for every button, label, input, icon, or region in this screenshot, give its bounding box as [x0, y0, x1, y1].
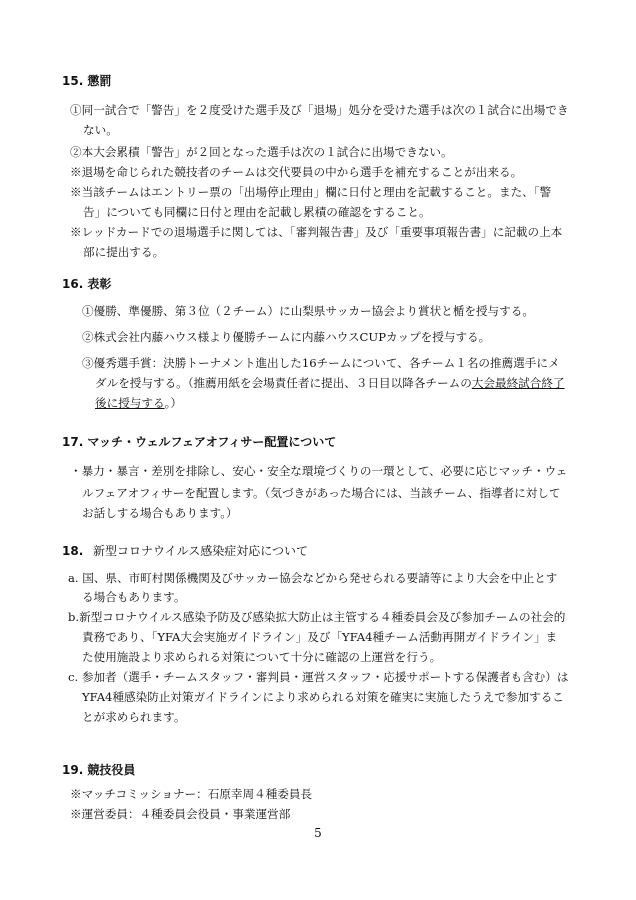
section-17-title: 17. マッチ・ウェルフェアオフィサー配置について	[62, 435, 337, 449]
section-17-line: ・暴力・暴言・差別を排除し、安心・安全な環境づくりの一環として、必要に応じマッチ・ウェ	[70, 464, 568, 478]
section-18-number: 18.	[62, 544, 84, 558]
section-19-line: ※マッチコミッショナー：石原幸周４種委員長	[70, 787, 313, 801]
section-15-title: 15. 懲罰	[62, 74, 112, 88]
section-16-line-award	[95, 375, 565, 391]
section-18-line: YFA4種感染防止対策ガイドラインにより求められる対策を確実に実施したうえで参加するこ	[82, 690, 564, 704]
section-15-line: 告」についても同欄に日付と理由を記載し累積の確認をすること。	[83, 205, 431, 219]
section-16-title: 16. 表彰	[62, 277, 112, 291]
section-15-line: ※退場を命じられた競技者のチームは交代要員の中から選手を補充することが出来る。	[70, 165, 523, 179]
section-18-line: る場合もあります。	[82, 590, 186, 604]
section-16-line-tail: 。）	[164, 396, 182, 410]
section-15-line: ②本大会累積「警告」が２回となった選手は次の１試合に出場できない。	[70, 145, 453, 159]
section-18-line: a. 国、県、市町村関係機関及びサッカー協会などから発せられる要請等により大会を中止とす	[68, 571, 558, 585]
section-16-line: ②株式会社内藤ハウス様より優勝チームに内藤ハウスCUPカップを授与する。	[82, 330, 491, 344]
section-17-line: ルフェアオフィサーを配置します。（気づきがあった場合には、当該チーム、指導者に対して	[82, 486, 561, 500]
underlined-text: 後に授与する	[95, 396, 165, 410]
section-18-line: c. 参加者（選手・チームスタッフ・審判員・運営スタッフ・応援サポートする保護者も含む）は	[68, 670, 569, 684]
section-15-line: 部に提出する。	[83, 245, 165, 259]
section-16-line: ③優秀選手賞：決勝トーナメント進出した16チームについて、各チーム１名の推薦選手にメ	[82, 356, 560, 370]
section-18-heading	[62, 543, 308, 559]
section-16-line-award-cont	[95, 395, 182, 411]
section-16-line-text: ダルを授与する。（推薦用紙を会場責任者に提出、３日目以降各チームの	[95, 376, 472, 390]
section-15-line: ない。	[83, 123, 118, 137]
underlined-text: 大会最終試合終了	[471, 376, 565, 390]
section-18-title: 新型コロナウイルス感染症対応について	[92, 544, 308, 558]
section-17-line: お話しする場合もあります。）	[82, 506, 238, 520]
section-16-line: ①優勝、準優勝、第３位（２チーム）に山梨県サッカー協会より賞状と楯を授与する。	[82, 304, 534, 318]
section-19-title: 19. 競技役員	[62, 763, 136, 777]
section-19-line: ※運営委員：４種委員会役員・事業運営部	[70, 807, 291, 821]
section-15-line: ※レッドカードでの退場選手に関しては、「審判報告書」及び「重要事項報告書」に記載の上本	[70, 225, 563, 239]
section-18-line: 責務であり、「YFA大会実施ガイドライン」及び「YFA4種チーム活動再開ガイドライン」ま	[82, 630, 558, 644]
section-18-line: た使用施設より求められる対策について十分に確認の上運営を行う。	[82, 650, 442, 664]
section-15-line: ①同一試合で「警告」を２度受けた選手及び「退場」処分を受けた選手は次の１試合に出場でき	[70, 103, 569, 117]
section-18-line: とが求められます。	[82, 710, 186, 724]
section-18-line: b.新型コロナウイルス感染予防及び感染拡大防止は主管する４種委員会及び参加チームの社会的	[68, 610, 566, 624]
section-15-line: ※当該チームはエントリー票の「出場停止理由」欄に日付と理由を記載すること。また、「警	[70, 185, 552, 199]
page-number: 5	[314, 826, 322, 840]
